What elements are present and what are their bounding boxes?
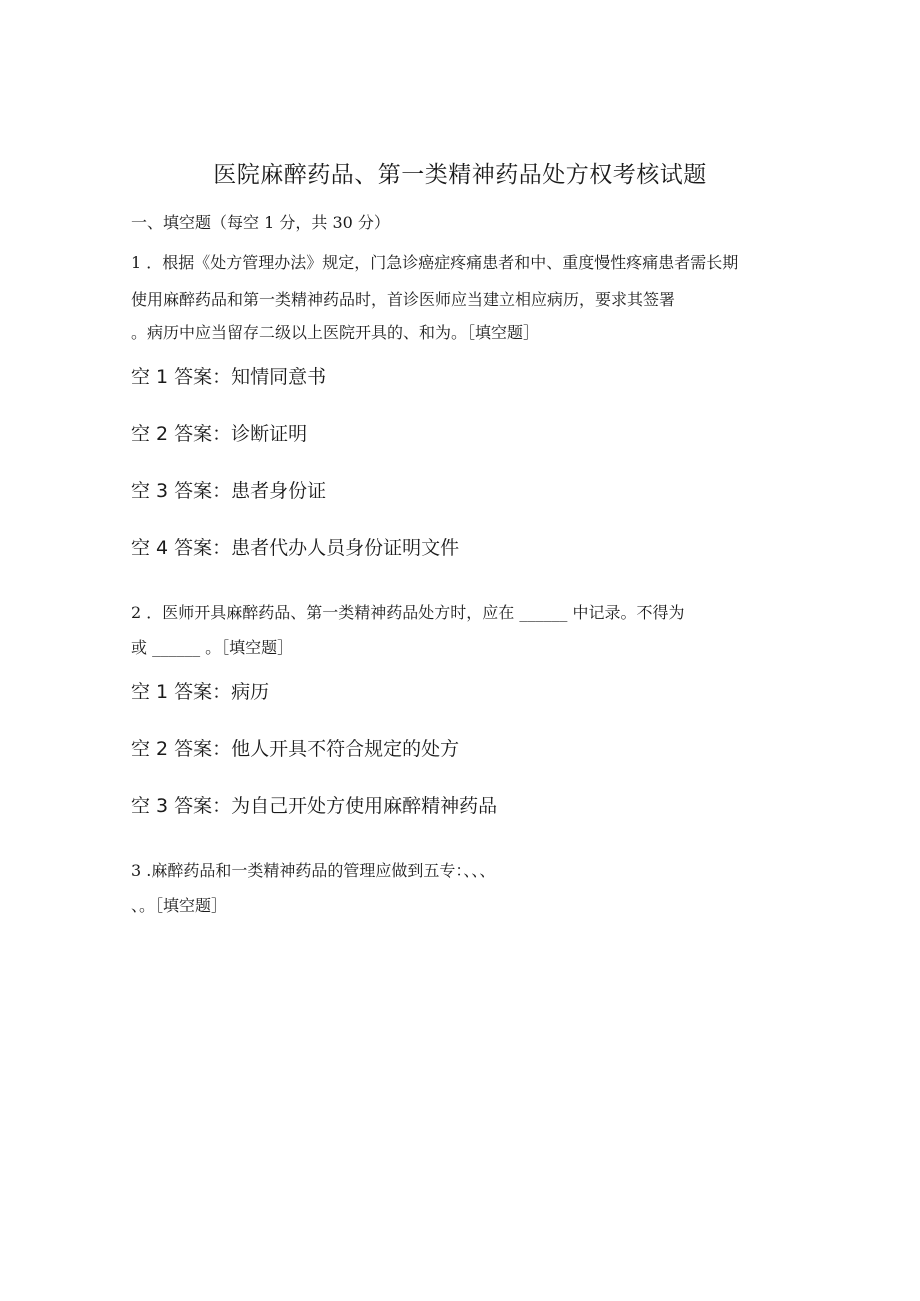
- question-1-answer-3: 空 3 答案：患者身份证: [131, 480, 327, 502]
- question-2-line-1: 2 ．医师开具麻醉药品、第一类精神药品处方时，应在 ______ 中记录。不得为: [131, 603, 685, 622]
- section-heading: 一、填空题（每空 1 分，共 30 分）: [131, 213, 390, 232]
- question-1-line-3: 。病历中应当留存二级以上医院开具的、和为。［填空题］: [131, 323, 540, 342]
- question-1-answer-2: 空 2 答案：诊断证明: [131, 423, 308, 445]
- question-2-answer-3: 空 3 答案：为自己开处方使用麻醉精神药品: [131, 795, 498, 817]
- question-2-line-2: 或 ______ 。［填空题］: [131, 638, 294, 657]
- page-title: 医院麻醉药品、第一类精神药品处方权考核试题: [213, 162, 707, 188]
- question-1-answer-4: 空 4 答案：患者代办人员身份证明文件: [131, 537, 460, 559]
- question-1-line-2: 使用麻醉药品和第一类精神药品时，首诊医师应当建立相应病历，要求其签署: [131, 290, 676, 309]
- question-2-answer-1: 空 1 答案：病历: [131, 681, 270, 703]
- question-1-answer-1: 空 1 答案：知情同意书: [131, 366, 327, 388]
- question-1-line-1: 1 ．根据《处方管理办法》规定，门急诊癌症疼痛患者和中、重度慢性疼痛患者需长期: [131, 253, 739, 272]
- question-3-line-1: 3 .麻醉药品和一类精神药品的管理应做到五专：、、、: [131, 861, 496, 880]
- question-2-answer-2: 空 2 答案：他人开具不符合规定的处方: [131, 738, 460, 760]
- question-3-line-2: 、。［填空题］: [131, 896, 228, 915]
